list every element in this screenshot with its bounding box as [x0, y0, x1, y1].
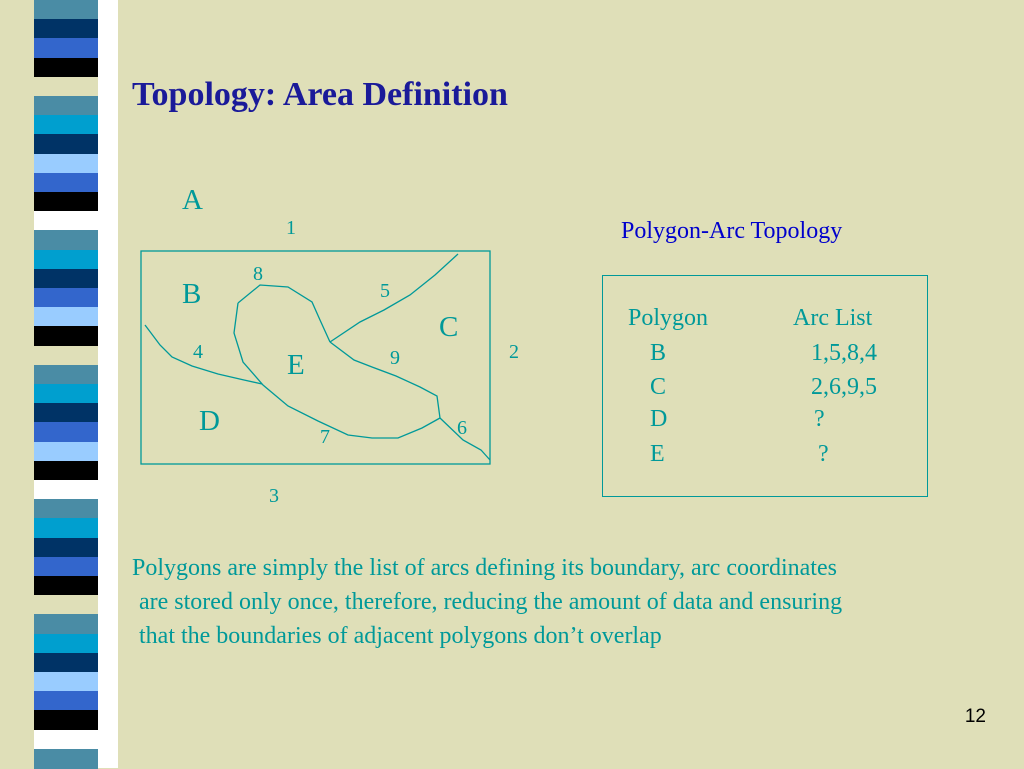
- caption-line: are stored only once, therefore, reducing the amount of data and ensuring: [139, 589, 843, 615]
- row-c-polygon: C: [650, 374, 667, 400]
- arc-label-8: 8: [253, 263, 263, 285]
- row-e-arcs: ?: [818, 441, 829, 467]
- slide-title: Topology: Area Definition: [132, 76, 508, 113]
- row-d-polygon: D: [650, 406, 668, 432]
- arc-4-path: [145, 325, 262, 384]
- polygon-label-e: E: [287, 349, 305, 381]
- arc-label-6: 6: [457, 417, 467, 439]
- arc-label-7: 7: [320, 426, 330, 448]
- arc-label-9: 9: [390, 347, 400, 369]
- row-c-arcs: 2,6,9,5: [811, 374, 877, 400]
- column-header-polygon: Polygon: [628, 305, 709, 331]
- arc-9-path: [330, 342, 440, 418]
- row-b-arcs: 1,5,8,4: [811, 340, 877, 366]
- arc-label-4: 4: [193, 341, 203, 363]
- arc-8-path: [238, 285, 330, 342]
- arc-label-1: 1: [286, 217, 296, 239]
- arc-7-path: [234, 303, 440, 438]
- caption-line: Polygons are simply the list of arcs defining its boundary, arc coordinates: [132, 555, 837, 581]
- slide-number: 12: [964, 706, 986, 727]
- polygon-label-a: A: [182, 184, 203, 216]
- caption-text: [132, 551, 992, 653]
- caption-line: that the boundaries of adjacent polygons don’t overlap: [139, 623, 662, 649]
- polygon-label-c: C: [439, 311, 459, 343]
- column-header-arc-list: Arc List: [793, 305, 873, 331]
- polygon-label-d: D: [199, 405, 220, 437]
- arc-label-3: 3: [269, 485, 279, 507]
- row-b-polygon: B: [650, 340, 667, 366]
- arc-label-5: 5: [380, 280, 390, 302]
- arc-label-2: 2: [509, 341, 519, 363]
- topology-table: [602, 275, 928, 497]
- row-e-polygon: E: [650, 441, 665, 467]
- polygon-label-b: B: [182, 278, 202, 310]
- topology-heading: Polygon-Arc Topology: [621, 218, 843, 244]
- row-d-arcs: ?: [814, 406, 825, 432]
